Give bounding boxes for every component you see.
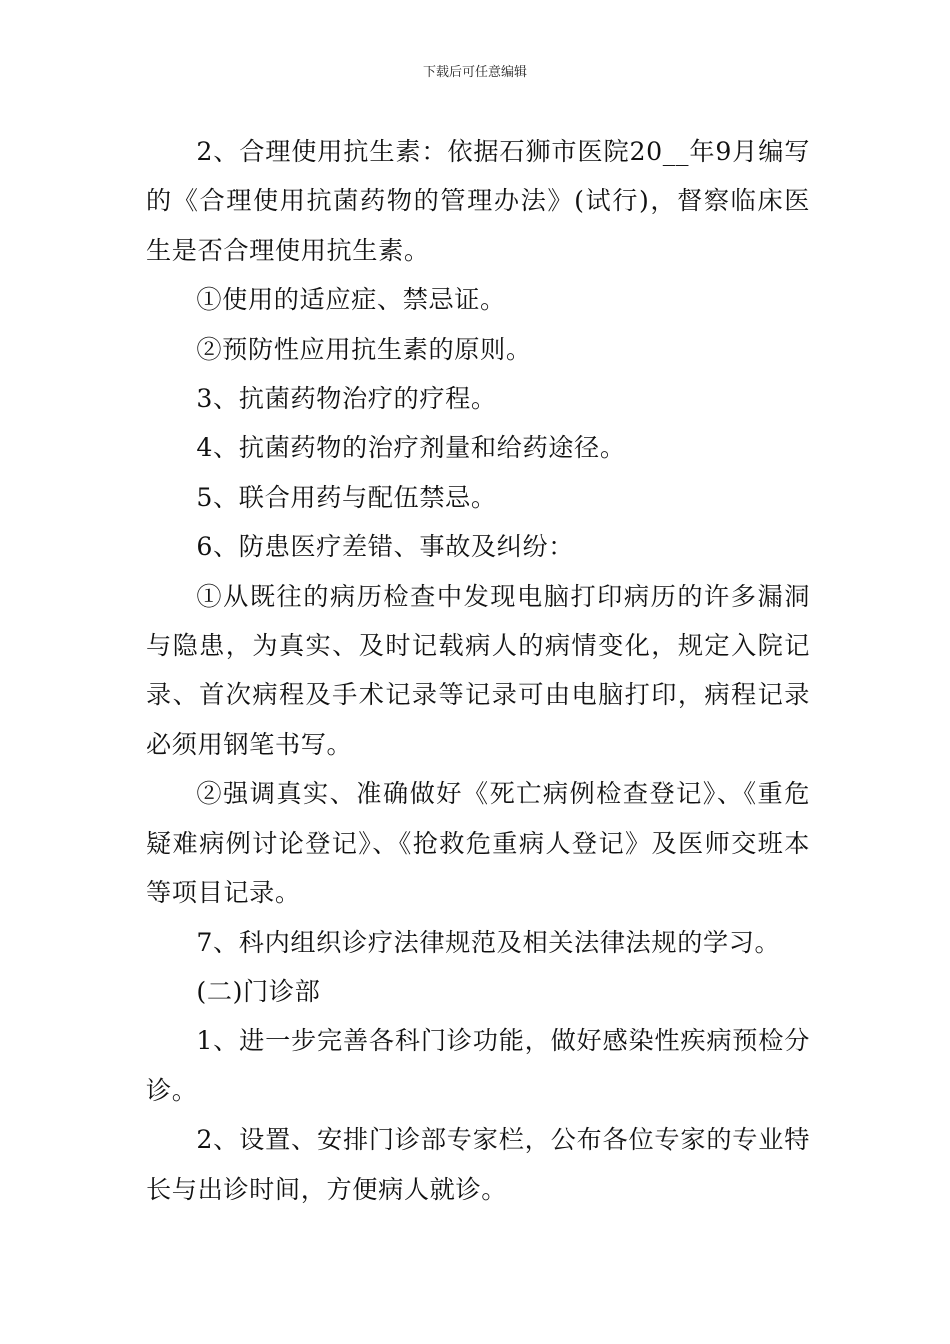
paragraph-antibiotic-use: 2、合理使用抗生素：依据石狮市医院20__年9月编写的《合理使用抗菌药物的管理办法》(试行)，督察临床医生是否合理使用抗生素。	[146, 137, 810, 265]
document-body	[146, 127, 810, 1214]
paragraph-law-study: 7、科内组织诊疗法律规范及相关法律法规的学习。	[196, 927, 781, 957]
section-heading-outpatient: (二)门诊部	[196, 976, 321, 1006]
paragraph-error-prevention: 6、防患医疗差错、事故及纠纷：	[196, 532, 575, 562]
paragraph-outpatient-triage: 1、进一步完善各科门诊功能，做好感染性疾病预检分诊。	[146, 1026, 810, 1105]
paragraph-medical-records: ①从既往的病历检查中发现电脑打印病历的许多漏洞与隐患，为真实、及时记载病人的病情变化，规定入院记录、首次病程及手术记录等记录可由电脑打印，病程记录必须用钢笔书写。	[146, 581, 810, 759]
page-header-note: 下载后可任意编辑	[422, 65, 527, 80]
paragraph-prophylaxis: ②预防性应用抗生素的原则。	[196, 334, 532, 364]
paragraph-combination: 5、联合用药与配伍禁忌。	[196, 482, 497, 512]
paragraph-dosage: 4、抗菌药物的治疗剂量和给药途径。	[196, 433, 626, 463]
paragraph-expert-column: 2、设置、安排门诊部专家栏，公布各位专家的专业特长与出诊时间，方便病人就诊。	[146, 1125, 810, 1204]
paragraph-course: 3、抗菌药物治疗的疗程。	[196, 384, 497, 414]
paragraph-registers: ②强调真实、准确做好《死亡病例检查登记》、《重危疑难病例讨论登记》、《抢救危重病人登记》及医师交班本等项目记录。	[146, 779, 810, 908]
paragraph-indications: ①使用的适应症、禁忌证。	[196, 285, 506, 315]
